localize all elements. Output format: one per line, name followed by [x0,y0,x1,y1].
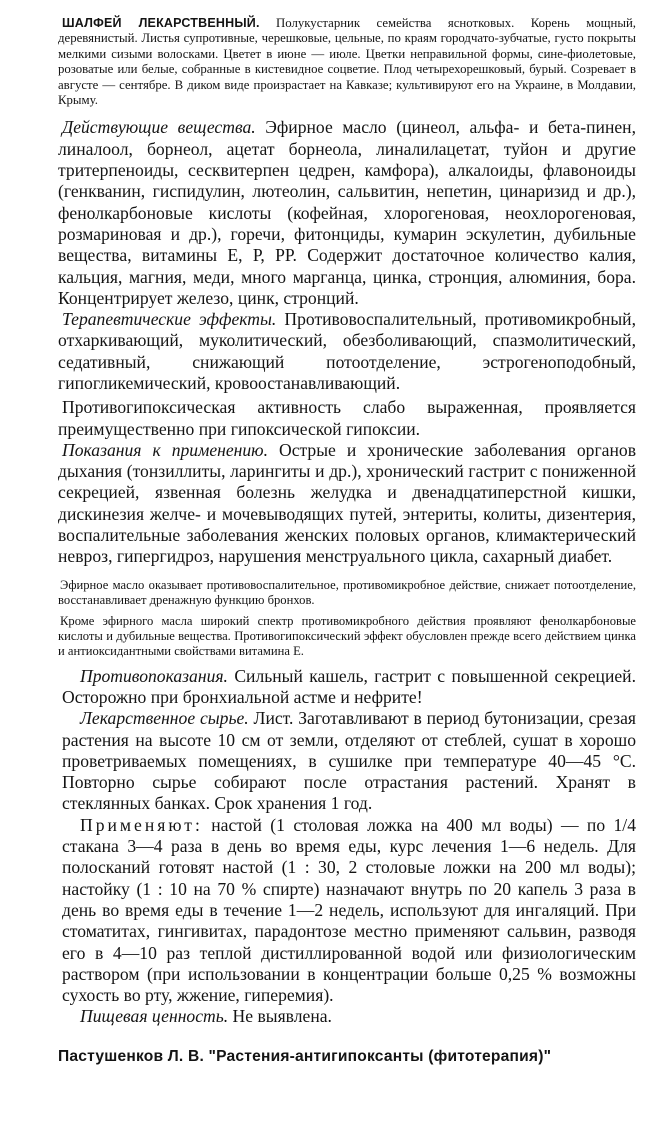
antimicrobial-note: Кроме эфирного масла широкий спектр противомикробного действия проявляют фенолкарбоновые кислоты и дубильные вещества. Противогипоксический эффект обусловлен прежде всего действием цинка и антиоксидантными свойствами витамина Е. [58,614,636,659]
antihypoxic-paragraph: Противогипоксическая активность слабо выраженная, проявляется преимущественно при гипоксической гипоксии. [58,397,636,439]
plant-description-text: Полукустарник семейства яснотковых. Корень мощный, деревянистый. Листья супротивные, черешковые, цельные, по краям городчато-зубчатые, густо покрыты мелкими сизыми волосками. Цветет в июне — июле. Цветки неправильной формы, сине-фиолетовые, розоватые или белые, собранные в кистевидное соцветие. Плод четырехорешковый, бурый. Созревает в августе — сентябре. В диком виде произрастает на Кавказе; культивируют его на Украине, в Молдавии, Крыму. [58,16,636,108]
indications-heading: Показания к применению. [62,439,268,460]
plant-description [58,16,636,108]
raw-material-paragraph [62,708,636,814]
food-value-heading: Пищевая ценность. [80,1006,229,1027]
plant-title: ШАЛФЕЙ ЛЕКАРСТВЕННЫЙ. [62,16,260,30]
indications-text: Острые и хронические заболевания органов дыхания (тонзиллиты, ларингиты и др.), хронический гастрит с пониженной секрецией, язвенная болезнь желудка и двенадцатиперстной кишки, дискинезия желче- и мочевыводящих путей, энтериты, колиты, дизентерия, воспалительные заболевания женских половых органов, климактерический невроз, гипергидроз, нарушения менструального цикла, сахарный диабет. [58,439,636,567]
indications-paragraph [58,440,636,568]
food-value-paragraph [62,1006,636,1027]
contraindications-paragraph [62,666,636,709]
usage-paragraph [62,815,636,1007]
source-citation: Пастушенков Л. В. "Растения-антигипоксанты (фитотерапия)" [58,1047,552,1065]
second-block [58,666,636,1028]
usage-heading: Применяют: [80,814,203,835]
active-substances-paragraph [58,117,636,309]
raw-material-heading: Лекарственное сырье. [80,708,249,729]
contraindications-text: Сильный кашель, гастрит с повышенной секрецией. Осторожно при бронхиальной астме и нефрите! [62,665,636,707]
contraindications-heading: Противопоказания. [80,665,228,686]
usage-text: настой (1 столовая ложка на 400 мл воды) — по 1/4 стакана 3—4 раза в день во время еды, курс лечения 1—6 недель. Для полосканий готовят настой (1 : 30, 2 столовые ложки на 200 мл воды); настойку (1 : 10 на 70 % спирте) назначают внутрь по 20 капель 3 раза в день во время еды в течение 1—2 недель, используют для ингаляций. При стоматитах, гингивитах, парадонтозе местно применяют сальвин, разводя его в 4—10 раз теплой дистиллированной водой или физиологическим раствором (при использовании в концентрации больше 0,25 % возможны сухость во рту, жжение, гиперемия). [62,814,636,1006]
therapeutic-effects-heading: Терапевтические эффекты. [62,309,277,330]
active-substances-text: Эфирное масло (цинеол, альфа- и бета-пинен, линалоол, борнеол, ацетат борнеола, линалилацетат, туйон и другие тритерпеноиды, сесквитерпен цедрен, камфора), алкалоиды, флавоноиды (генкванин, гиспидулин, лютеолин, сальвитин, непетин, цинаризид и др.), фенолкарбоновые кислоты (кофейная, хлорогеновая, неохлорогеновая, розмариновая и др.), горечи, фитонциды, кумарин эскулетин, дубильные вещества, витамины Е, Р, РР. Содержит достаточное количество калия, кальция, магния, меди, много марганца, цинка, стронция, алюминия, бора. Концентрирует железо, цинк, стронций. [58,117,636,308]
essential-oil-note: Эфирное масло оказывает противовоспалительное, противомикробное действие, снижает потоотделение, восстанавливает дренажную функцию бронхов. [58,577,636,607]
food-value-text: Не выявлена. [228,1006,332,1027]
raw-material-text: Лист. Заготавливают в период бутонизации, срезая растения на высоте 10 см от земли, отделяют от стеблей, сушат в хорошо проветриваемых помещениях, в сушилке при температуре 40—45 °С. Повторно сырье собирают после отрастания растений. Хранят в стеклянных банках. Срок хранения 1 год. [62,708,636,814]
therapeutic-effects-text: Противовоспалительный, противомикробный, отхаркивающий, муколитический, обезболивающий, спазмолитический, седативный, снижающий потоотделение, эстрогеноподобный, гипогликемический, кровоостанавливающий. [58,309,636,393]
therapeutic-effects-paragraph [58,309,636,394]
active-substances-heading: Действующие вещества. [62,117,256,138]
